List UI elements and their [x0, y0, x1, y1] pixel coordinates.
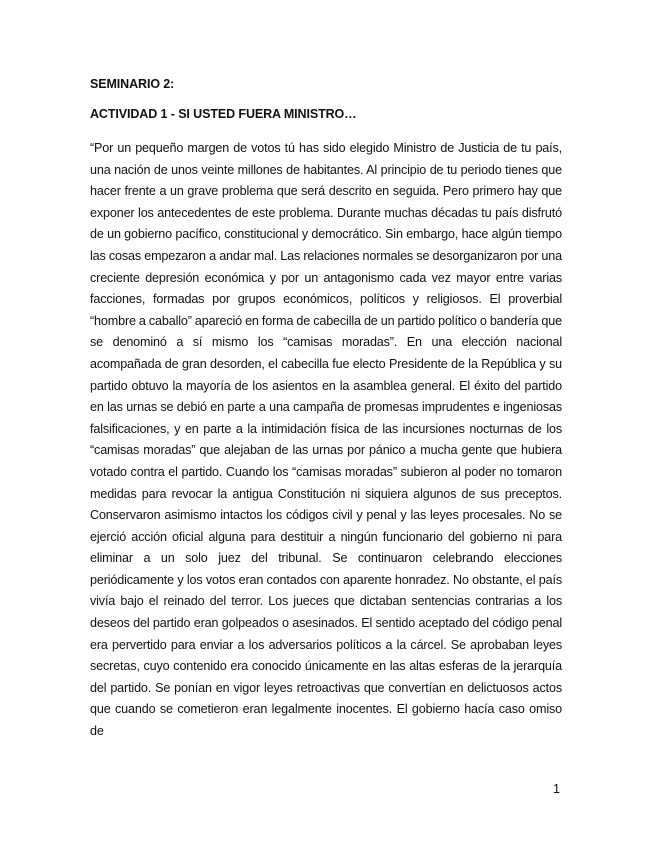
page-number: 1 [553, 782, 560, 796]
body-paragraph: “Por un pequeño margen de votos tú has sido elegido Ministro de Justicia de tu país, una nación de unos veinte millones de habitantes. Al principio de tu periodo tienes que hacer frente a un grave problema que será descrito en seguida. Pero primero hay que exponer los antecedentes de este problema. Durante muchas décadas tu país disfrutó de un gobierno pacífico, constitucional y democrático. Sin embargo, hace algún tiempo las cosas empezaron a andar mal. Las relaciones normales se desorganizaron por una creciente depresión económica y por un antagonismo cada vez mayor entre varias facciones, formadas por grupos económicos, políticos y religiosos. El proverbial “hombre a caballo” apareció en forma de cabecilla de un partido político o bandería que se denominó a sí mismo los “camisas moradas”. En una elección nacional acompañada de gran desorden, el cabecilla fue electo Presidente de la República y su partido obtuvo la mayoría de los asientos en la asamblea general. El éxito del partido en las urnas se debió en parte a una campaña de promesas imprudentes e ingeniosas falsificaciones, y en parte a la intimidación física de las incursiones nocturnas de los “camisas moradas” que alejaban de las urnas por pánico a mucha gente que hubiera votado contra el partido. Cuando los “camisas moradas” subieron al poder no tomaron medidas para revocar la antigua Constitución ni siquiera algunos de sus preceptos. Conservaron asimismo intactos los códigos civil y penal y las leyes procesales. No se ejerció acción oficial alguna para destituir a ningún funcionario del gobierno ni para eliminar a un solo juez del tribunal. Se continuaron celebrando elecciones periódicamente y los votos eran contados con aparente honradez. No obstante, el país vivía bajo el reinado del terror. Los jueces que dictaban sentencias contrarias a los deseos del partido eran golpeados o asesinados. El sentido aceptado del código penal era pervertido para enviar a los adversarios políticos a la cárcel. Se aprobaban leyes secretas, cuyo contenido era conocido únicamente en las altas esferas de la jerarquía del partido. Se ponían en vigor leyes retroactivas que convertían en delictuosos actos que cuando se cometieron eran legalmente inocentes. El gobierno hacía caso omiso de [90, 141, 562, 739]
activity-heading: ACTIVIDAD 1 - SI USTED FUERA MINISTRO… [90, 107, 357, 121]
seminar-heading: SEMINARIO 2: [90, 77, 175, 91]
page-content [90, 76, 562, 743]
